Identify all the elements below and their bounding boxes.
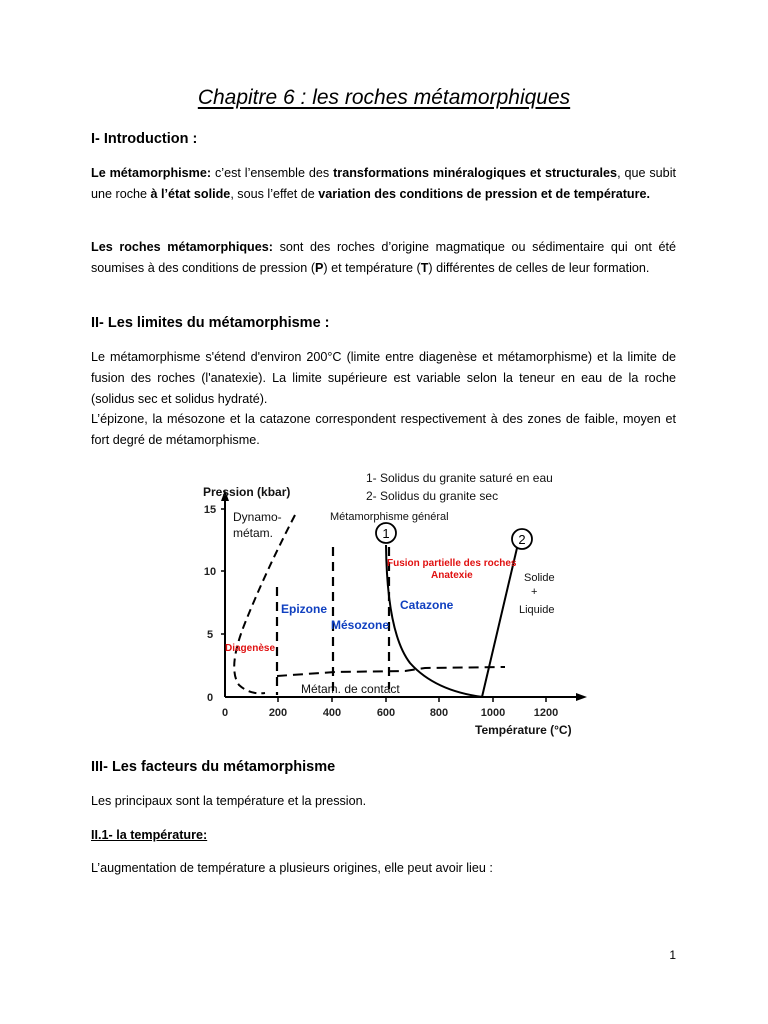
y-axis-label: Pression (kbar) bbox=[203, 485, 291, 499]
label-anatexie: Anatexie bbox=[431, 570, 473, 581]
page-title: Chapitre 6 : les roches métamorphiques bbox=[197, 86, 571, 109]
y-tick-10: 10 bbox=[203, 566, 217, 578]
circle-label-2: 2 bbox=[518, 532, 526, 547]
paragraph-principaux: Les principaux sont la température et la pression. bbox=[91, 794, 367, 808]
x-tick-600: 600 bbox=[376, 707, 396, 719]
x-axis-label: Température (°C) bbox=[475, 723, 572, 737]
section-heading-introduction: I- Introduction : bbox=[91, 131, 198, 147]
x-tick-0: 0 bbox=[221, 707, 229, 719]
paragraph-zones: L’épizone, la mésozone et la catazone correspondent respectivement à des zones de faible, moyen et fort degré de métamorphisme. bbox=[91, 412, 676, 447]
paragraph-limites: Le métamorphisme s'étend d'environ 200°C (limite entre diagenèse et métamorphisme) et la limite de fusion des roches (l'anatexie). La limite supérieure est variable selon la teneur en eau de la roche (solidus sec et solidus hydraté). bbox=[91, 350, 676, 406]
label-dynamo-1: Dynamo- bbox=[233, 510, 282, 524]
x-axis-arrow bbox=[576, 693, 587, 701]
label-catazone: Catazone bbox=[400, 598, 454, 612]
x-tick-200: 200 bbox=[268, 707, 288, 719]
metamorphism-diagram bbox=[195, 463, 590, 743]
y-tick-0: 0 bbox=[206, 692, 214, 704]
label-liquide: Liquide bbox=[519, 604, 555, 616]
x-tick-1000: 1000 bbox=[480, 707, 506, 719]
x-tick-400: 400 bbox=[322, 707, 342, 719]
legend-solidus-sec: 2- Solidus du granite sec bbox=[366, 489, 499, 503]
x-tick-1200: 1200 bbox=[533, 707, 559, 719]
paragraph-metamorphisme-definition: Le métamorphisme: c’est l’ensemble des transformations minéralogiques et structurales, que subit une roche à l’état solide, sous l’effet de variation des conditions de pression et de température. bbox=[91, 166, 676, 201]
paragraph-augmentation: L’augmentation de température a plusieurs origines, elle peut avoir lieu : bbox=[91, 861, 493, 875]
subheading-temperature: II.1- la température: bbox=[91, 828, 208, 842]
label-epizone: Epizone bbox=[281, 602, 328, 616]
x-tick-800: 800 bbox=[429, 707, 449, 719]
y-tick-15: 15 bbox=[203, 504, 217, 516]
label-dynamo-2: métam. bbox=[233, 526, 274, 540]
section-heading-facteurs: III- Les facteurs du métamorphisme bbox=[91, 759, 336, 775]
solidus-2-line bbox=[482, 548, 517, 697]
label-fusion-partielle: Fusion partielle des roches bbox=[387, 558, 517, 569]
circle-label-1: 1 bbox=[382, 526, 390, 541]
y-tick-5: 5 bbox=[206, 629, 214, 641]
label-mesozone: Mésozone bbox=[331, 618, 390, 632]
label-solide: Solide bbox=[524, 572, 555, 584]
label-plus: + bbox=[531, 586, 538, 598]
section-heading-limites: II- Les limites du métamorphisme : bbox=[91, 315, 330, 331]
legend-solidus-sature: 1- Solidus du granite saturé en eau bbox=[366, 471, 553, 485]
label-metam-contact: Métam. de contact bbox=[301, 682, 400, 696]
label-diagenese: Diagenèse bbox=[225, 643, 276, 654]
label-metam-general: Métamorphisme général bbox=[330, 511, 449, 523]
paragraph-roches-definition: Les roches métamorphiques: sont des roches d’origine magmatique ou sédimentaire qui ont été soumises à des conditions de pression (P) et température (T) différentes de celles de leur formation. bbox=[91, 240, 676, 275]
page-number: 1 bbox=[669, 948, 676, 962]
contact-boundary-line bbox=[277, 667, 505, 676]
